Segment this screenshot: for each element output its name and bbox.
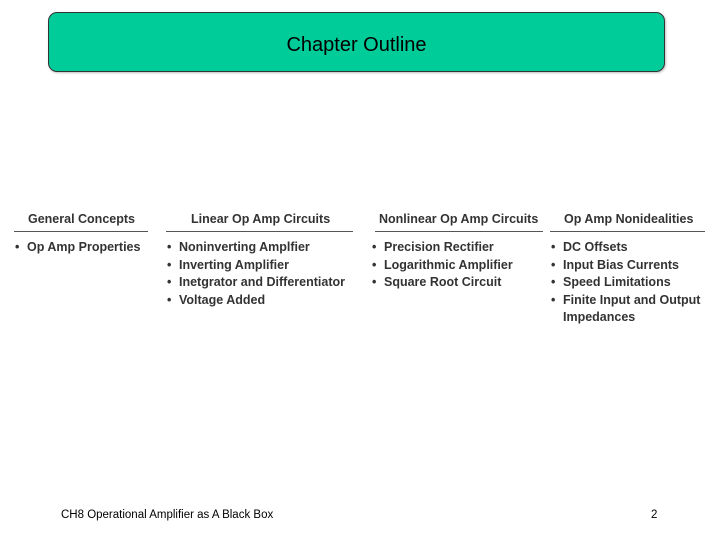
list-item-label: Noninverting Amplfier: [179, 240, 310, 254]
column-divider: [375, 231, 543, 232]
column-nonlinear-op-amp-circuits: [371, 211, 543, 292]
topic-list: [14, 239, 148, 257]
column-general-concepts: [14, 211, 148, 257]
list-item-label: Precision Rectifier: [384, 240, 494, 254]
list-item: [14, 239, 148, 257]
list-item-label: DC Offsets: [563, 240, 628, 254]
bullet-icon: •: [372, 275, 377, 290]
list-item: [166, 239, 353, 257]
column-divider: [14, 231, 148, 232]
list-item-label: Inverting Amplifier: [179, 257, 289, 272]
page-number: 2: [651, 509, 658, 521]
column-divider: [166, 231, 353, 232]
list-item-label: Voltage Added: [179, 292, 266, 307]
topic-list: [550, 239, 710, 327]
bullet-icon: •: [167, 257, 172, 272]
bullet-icon: •: [551, 257, 556, 272]
topic-list: [166, 239, 353, 309]
topic-list: [371, 239, 543, 292]
list-item: [371, 239, 543, 257]
list-item: [166, 292, 353, 310]
list-item: [371, 274, 543, 292]
list-item-label: Square Root Circuit: [384, 275, 502, 290]
bullet-icon: •: [15, 240, 20, 254]
list-item-label: Speed Limitations: [563, 275, 671, 290]
bullet-icon: •: [167, 292, 172, 307]
bullet-icon: •: [372, 257, 377, 272]
bullet-icon: •: [167, 275, 172, 290]
column-header: Linear Op Amp Circuits: [191, 212, 331, 226]
footer-chapter-title: CH8 Operational Amplifier as A Black Box: [61, 509, 274, 521]
bullet-icon: •: [551, 240, 556, 254]
bullet-icon: •: [551, 292, 556, 307]
slide-title: Chapter Outline: [286, 34, 427, 56]
column-divider: [550, 231, 705, 232]
list-item: [166, 274, 353, 292]
list-item-label: Inetgrator and Differentiator: [179, 275, 345, 290]
list-item: [550, 292, 705, 327]
list-item-label: Input Bias Currents: [563, 257, 679, 272]
column-header: Op Amp Nonidealities: [564, 212, 694, 226]
list-item: [550, 257, 710, 275]
title-banner: [48, 12, 665, 72]
column-op-amp-nonidealities: [550, 211, 710, 327]
column-header: General Concepts: [28, 212, 135, 226]
list-item-label: Logarithmic Amplifier: [384, 257, 513, 272]
bullet-icon: •: [551, 275, 556, 290]
list-item: [550, 239, 710, 257]
list-item-label: Op Amp Properties: [27, 240, 141, 254]
column-header: Nonlinear Op Amp Circuits: [379, 212, 539, 226]
list-item-label: Finite Input and Output Impedances: [563, 292, 701, 325]
list-item: [550, 274, 710, 292]
bullet-icon: •: [167, 240, 172, 254]
column-linear-op-amp-circuits: [166, 211, 353, 309]
bullet-icon: •: [372, 240, 377, 254]
list-item: [166, 257, 353, 275]
list-item: [371, 257, 543, 275]
